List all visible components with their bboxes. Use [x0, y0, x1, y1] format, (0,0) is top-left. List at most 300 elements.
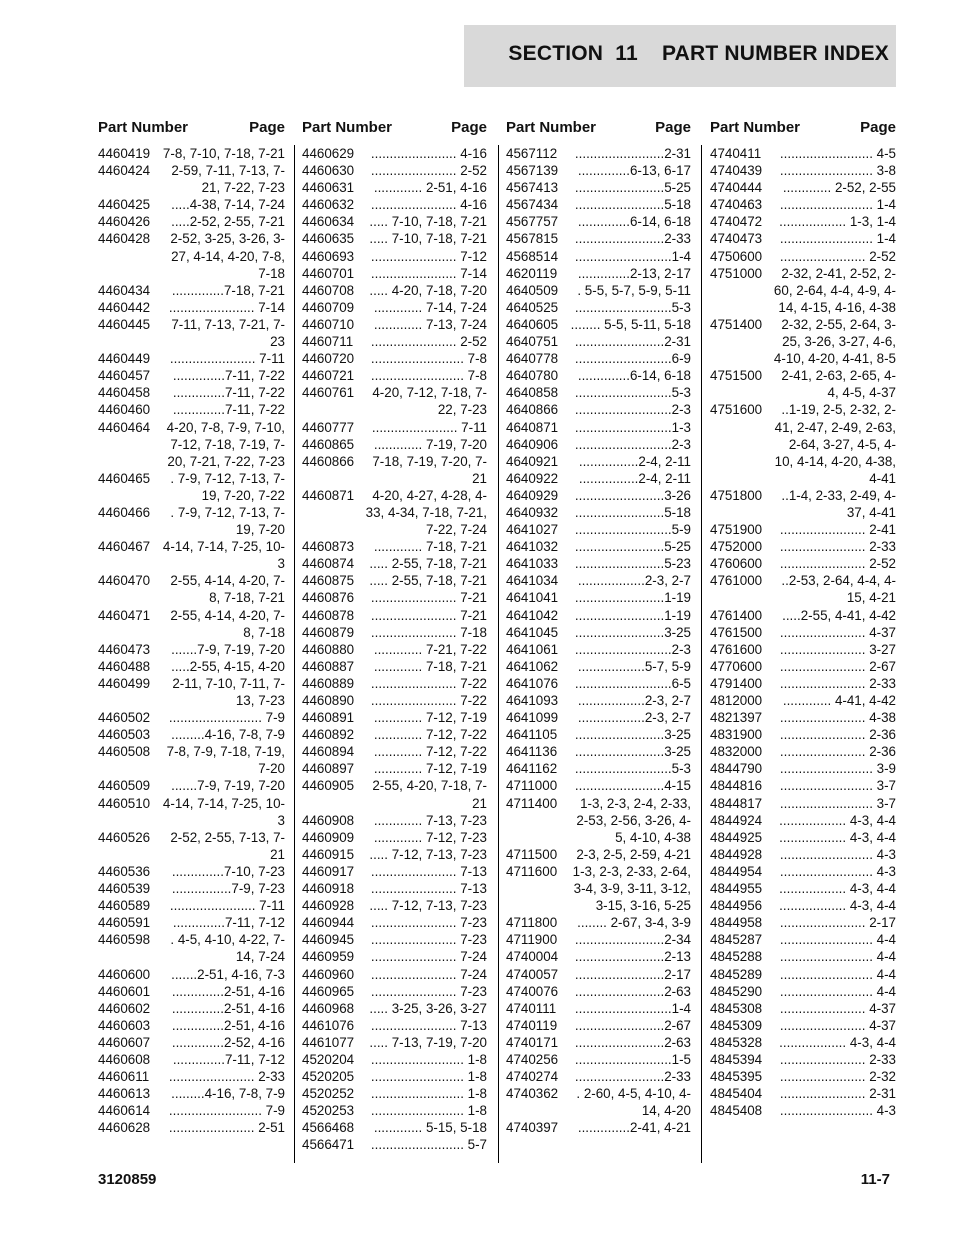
page-reference: ..................2-3, 2-7: [577, 573, 691, 589]
index-entry: [98, 316, 285, 350]
page-reference: ....................... 2-41: [779, 522, 896, 538]
page-heading: Page: [451, 119, 487, 136]
page-reference: ......................... 7-9: [168, 1103, 285, 1119]
index-entry: [302, 282, 487, 299]
part-number: 4460608: [98, 1051, 151, 1067]
index-entry: [98, 213, 285, 230]
page-reference: ........................2-34: [574, 932, 691, 948]
page-reference: ....................... 2-52: [779, 556, 896, 572]
part-number: 4751500: [710, 368, 763, 384]
index-entry: [506, 367, 691, 384]
index-entry: [98, 419, 285, 470]
page-reference: ........................5-18: [574, 504, 691, 520]
page-reference: ......................... 4-3: [779, 1103, 896, 1119]
page-reference: ............. 2-52, 2-55: [782, 180, 896, 196]
index-entry: [506, 436, 691, 453]
part-number: 4844817: [710, 795, 763, 811]
index-entry: [710, 624, 896, 641]
part-number: 4844928: [710, 846, 763, 862]
part-number: 4641034: [506, 573, 559, 589]
index-entry: [710, 213, 896, 230]
page-reference: ....................... 7-18: [370, 624, 487, 640]
page-reference: ..............7-11, 7-22: [172, 402, 285, 418]
page-reference: ....................... 4-37: [779, 1000, 896, 1016]
part-number: 4844958: [710, 915, 763, 931]
part-number: 4740274: [506, 1069, 559, 1085]
part-number: 4740111: [506, 1000, 557, 1016]
part-number: 4460876: [302, 590, 355, 606]
part-number: 4740472: [710, 214, 763, 230]
part-number: 4641041: [506, 590, 559, 606]
index-column-1: [98, 119, 285, 1136]
index-entry: [506, 333, 691, 350]
index-entry: [506, 709, 691, 726]
part-number: 4761400: [710, 607, 763, 623]
index-entry: [98, 384, 285, 401]
index-entry: [98, 863, 285, 880]
part-number: 4640906: [506, 436, 559, 452]
index-entry: [98, 726, 285, 743]
part-number: 4845309: [710, 1017, 763, 1033]
index-entry: [98, 931, 285, 965]
page-reference: ..... 2-55, 7-18, 7-21: [369, 556, 487, 572]
index-entry: [302, 333, 487, 350]
part-number: 4740171: [506, 1034, 559, 1050]
page-reference: ..............7-11, 7-22: [172, 385, 285, 401]
page-number: 11-7: [860, 1171, 890, 1188]
section-header-band: [464, 25, 896, 87]
part-number: 4460945: [302, 932, 355, 948]
part-number: 4460442: [98, 299, 151, 315]
part-number: 4844955: [710, 881, 763, 897]
page-reference: ......................... 7-8: [370, 368, 487, 384]
index-entry: [506, 1119, 691, 1136]
part-number: 4460887: [302, 658, 355, 674]
part-number: 4640932: [506, 504, 559, 520]
index-entry: [302, 350, 487, 367]
part-number: 4640858: [506, 385, 559, 401]
index-entry: [710, 863, 896, 880]
page-reference: ......................... 1-8: [370, 1086, 487, 1102]
page-reference: ..............6-14, 6-18: [577, 368, 691, 384]
column-header: [710, 119, 896, 145]
page-reference: ..............6-13, 6-17: [577, 163, 691, 179]
part-number: 4460428: [98, 231, 151, 247]
index-entry: [710, 914, 896, 931]
page-reference: ..... 7-10, 7-18, 7-21: [369, 214, 487, 230]
index-entry: [302, 589, 487, 606]
part-number: 4740473: [710, 231, 763, 247]
part-number: 4812000: [710, 693, 763, 708]
page-reference: ....................... 7-23: [370, 983, 487, 999]
part-number: 4567434: [506, 197, 559, 213]
part-number: 4845290: [710, 983, 763, 999]
index-entry: [710, 880, 896, 897]
part-number: 4740076: [506, 983, 559, 999]
page-reference: ....................... 7-24: [370, 949, 487, 965]
part-number: 4845289: [710, 966, 763, 982]
index-entry: [506, 863, 691, 914]
part-number: 4641045: [506, 624, 559, 640]
index-entry: [710, 897, 896, 914]
index-entry: [98, 914, 285, 931]
index-entry: [506, 624, 691, 641]
index-entry: [506, 401, 691, 418]
index-entry: [710, 162, 896, 179]
part-number: 4460591: [98, 915, 151, 931]
page-reference: ..... 7-12, 7-13, 7-23: [369, 846, 487, 862]
page-reference: 2-52, 3-25, 3-26, 3-27, 4-14, 4-20, 7-8, 7-18: [170, 231, 285, 281]
part-number: 4460600: [98, 966, 151, 982]
index-entry: [98, 401, 285, 418]
index-entry: [302, 880, 487, 897]
part-number: 4460909: [302, 829, 355, 845]
part-number: 4460470: [98, 573, 151, 589]
page-reference: ..........................5-3: [574, 299, 691, 315]
page-reference: 4-20, 7-12, 7-18, 7-22, 7-23: [372, 385, 487, 418]
index-entry: [506, 538, 691, 555]
page-reference: ....................... 4-37: [779, 1017, 896, 1033]
index-entry: [98, 607, 285, 641]
index-entry: [302, 948, 487, 965]
index-entry: [506, 675, 691, 692]
index-entry: [506, 1085, 691, 1119]
index-entry: [302, 248, 487, 265]
page-reference: ..............7-11, 7-22: [172, 368, 285, 384]
index-entry: [98, 162, 285, 196]
index-entry: [98, 1119, 285, 1136]
page-reference: ....................... 4-16: [370, 197, 487, 213]
index-entry: [710, 829, 896, 846]
part-number: 4460879: [302, 624, 355, 640]
index-column-4: [710, 119, 896, 1119]
page-reference: .........4-16, 7-8, 7-9: [171, 1086, 285, 1102]
index-entry: [710, 555, 896, 572]
part-number: 4460905: [302, 778, 355, 794]
part-number: 4460503: [98, 727, 151, 743]
part-number: 4641136: [506, 744, 558, 760]
index-entry: [302, 419, 487, 436]
index-entry: [302, 453, 487, 487]
part-number: 4640780: [506, 368, 559, 384]
part-number: 4460891: [302, 710, 355, 726]
index-entry: [98, 367, 285, 384]
part-number: 4641105: [506, 727, 558, 743]
page-reference: ......................... 5-7: [370, 1137, 487, 1153]
page-reference: ....................... 7-13: [370, 1017, 487, 1033]
part-number: 4641033: [506, 556, 559, 572]
part-number: 4460499: [98, 675, 151, 691]
index-entry: [506, 1017, 691, 1034]
index-entry: [506, 760, 691, 777]
index-entry: [506, 521, 691, 538]
column-divider: [701, 145, 702, 1163]
index-entry: [506, 983, 691, 1000]
part-number: 4460536: [98, 863, 151, 879]
part-number: 4845404: [710, 1086, 763, 1102]
index-entry: [302, 179, 487, 196]
index-entry: [98, 538, 285, 572]
page-reference: .................. 4-3, 4-4: [779, 898, 896, 914]
page-reference: ................2-4, 2-11: [578, 453, 691, 469]
index-entry: [506, 726, 691, 743]
part-number: 4750600: [710, 248, 763, 264]
index-entry: [98, 983, 285, 1000]
part-number-heading: Part Number: [710, 119, 801, 136]
page-reference: ................7-9, 7-23: [171, 881, 285, 897]
page-reference: ........................5-25: [574, 180, 691, 196]
page-reference: ......................... 1-4: [779, 231, 896, 247]
part-number: 4460425: [98, 197, 151, 213]
part-number: 4460777: [302, 419, 355, 435]
index-entry: [710, 401, 896, 486]
page-reference: ....................... 7-14: [168, 299, 285, 315]
page-reference: ....................... 7-13: [370, 863, 487, 879]
part-number: 4752000: [710, 539, 763, 555]
index-entry: [506, 248, 691, 265]
index-entry: [302, 1085, 487, 1102]
index-entry: [302, 436, 487, 453]
column-header: [98, 119, 285, 145]
index-entry: [98, 675, 285, 709]
index-entry: [710, 777, 896, 794]
page-reference: .........4-16, 7-8, 7-9: [171, 727, 285, 743]
index-entry: [98, 504, 285, 538]
part-number: 4460710: [302, 316, 355, 332]
page-reference: ..... 4-20, 7-18, 7-20: [369, 282, 487, 298]
page-reference: ........................2-17: [574, 966, 691, 982]
page-reference: ....................... 2-33: [779, 1051, 896, 1067]
index-entry: [710, 846, 896, 863]
index-entry: [710, 675, 896, 692]
part-number: 4460708: [302, 282, 355, 298]
page-reference: ........ 5-5, 5-11, 5-18: [570, 316, 691, 332]
index-entry: [98, 145, 285, 162]
page-reference: ..............2-51, 4-16: [171, 1017, 285, 1033]
page-reference: 7-11, 7-13, 7-21, 7-23: [171, 316, 285, 350]
index-entry: [98, 350, 285, 367]
part-number: 4740057: [506, 966, 559, 982]
page-reference: ......................... 7-8: [370, 351, 487, 367]
page-reference: ......................... 7-9: [168, 710, 285, 726]
part-number: 4460709: [302, 299, 355, 315]
index-entry: [98, 966, 285, 983]
part-number: 4844924: [710, 812, 763, 828]
part-number: 4711000: [506, 778, 558, 794]
part-number: 4460632: [302, 197, 355, 213]
part-number: 4460634: [302, 214, 355, 230]
index-entry: [302, 760, 487, 777]
index-entry: [710, 145, 896, 162]
index-entry: [506, 743, 691, 760]
index-entry: [506, 213, 691, 230]
index-entry: [302, 1051, 487, 1068]
part-number: 4460471: [98, 607, 151, 623]
part-number: 4844925: [710, 829, 763, 845]
index-entry: [506, 948, 691, 965]
part-number: 4460918: [302, 881, 355, 897]
page-reference: .......7-9, 7-19, 7-20: [171, 778, 285, 794]
page-reference: ......................... 4-4: [779, 983, 896, 999]
part-number: 4640921: [506, 453, 559, 469]
index-entry: [710, 196, 896, 213]
index-entry: [302, 692, 487, 709]
index-entry: [302, 230, 487, 247]
part-number: 4460445: [98, 316, 151, 332]
index-entry: [302, 572, 487, 589]
part-number: 4460693: [302, 248, 355, 264]
part-number: 4520253: [302, 1103, 355, 1119]
page-reference: ............. 2-51, 4-16: [373, 180, 487, 196]
index-entry: [302, 829, 487, 846]
index-entry: [98, 1102, 285, 1119]
page-reference: ....................... 7-23: [370, 932, 487, 948]
part-number: 4460488: [98, 658, 151, 674]
page-reference: ....................... 2-51: [168, 1120, 285, 1136]
part-number: 4845328: [710, 1034, 763, 1050]
index-entry: [98, 1085, 285, 1102]
page-reference: ............. 7-19, 7-20: [373, 436, 487, 452]
page-reference: ............. 7-13, 7-23: [373, 812, 487, 828]
index-entry: [710, 726, 896, 743]
index-entry: [506, 795, 691, 846]
part-number: 4460890: [302, 693, 355, 708]
index-entry: [302, 1034, 487, 1051]
page-reference: 7-8, 7-10, 7-18, 7-21: [162, 146, 285, 161]
page-reference: ..........................6-5: [574, 675, 691, 691]
index-entry: [710, 538, 896, 555]
page-reference: . 4-5, 4-10, 4-22, 7-14, 7-24: [170, 932, 285, 965]
part-number: 4751000: [710, 265, 763, 281]
page-reference: ........................3-25: [574, 727, 691, 743]
index-entry: [710, 983, 896, 1000]
index-entry: [710, 316, 896, 367]
page-reference: ......................... 3-7: [779, 795, 896, 811]
part-number: 4460457: [98, 368, 151, 384]
page-reference: .....2-52, 2-55, 7-21: [171, 214, 285, 230]
part-number: 4641061: [506, 641, 559, 657]
part-number: 4460871: [302, 487, 355, 503]
part-number: 4845308: [710, 1000, 763, 1016]
page-reference: ..............7-11, 7-12: [172, 915, 285, 931]
part-number: 4740119: [506, 1017, 558, 1033]
part-number: 4460502: [98, 710, 151, 726]
index-entry: [506, 1051, 691, 1068]
part-number: 4460419: [98, 146, 151, 161]
part-number: 4460434: [98, 282, 151, 298]
part-number: 4740444: [710, 180, 763, 196]
part-number: 4770600: [710, 658, 763, 674]
part-number: 4460866: [302, 453, 355, 469]
page-reference: ......................... 1-8: [370, 1051, 487, 1067]
part-number: 4641076: [506, 675, 559, 691]
page-reference: ........................5-25: [574, 539, 691, 555]
part-number: 4751900: [710, 522, 763, 538]
index-entry: [302, 1136, 487, 1153]
page-reference: ..1-19, 2-5, 2-32, 2-41, 2-47, 2-49, 2-63, 2-64, 3-27, 4-5, 4-10, 4-14, 4-20, 4-38, 4-41: [774, 402, 896, 486]
part-number: 4740004: [506, 949, 559, 965]
page-reference: ......................... 3-8: [779, 163, 896, 179]
part-number: 4845287: [710, 932, 763, 948]
index-entry: [710, 1068, 896, 1085]
index-entry: [98, 709, 285, 726]
part-number: 4460603: [98, 1017, 151, 1033]
part-number: 4460875: [302, 573, 355, 589]
part-number: 4460460: [98, 402, 151, 418]
page-reference: ............. 7-18, 7-21: [373, 539, 487, 555]
part-number: 4566468: [302, 1120, 355, 1136]
index-entry: [302, 555, 487, 572]
index-entry: [98, 641, 285, 658]
page-reference: ..........................5-3: [574, 761, 691, 777]
index-entry: [506, 145, 691, 162]
part-number: 4844956: [710, 898, 763, 914]
page-reference: ....................... 7-11: [169, 351, 285, 367]
index-entry: [302, 1017, 487, 1034]
index-entry: [98, 795, 285, 829]
part-number: 4461076: [302, 1017, 355, 1033]
index-entry: [98, 299, 285, 316]
page-reference: ..........................2-3: [574, 641, 691, 657]
page-reference: ....................... 2-52: [370, 163, 487, 179]
page-reference: ........................1-19: [574, 607, 691, 623]
index-entry: [506, 265, 691, 282]
index-entry: [302, 966, 487, 983]
page-reference: ....................... 2-33: [779, 539, 896, 555]
part-number: 4640525: [506, 299, 559, 315]
index-entry: [710, 1085, 896, 1102]
index-entry: [302, 607, 487, 624]
page-reference: ..................5-7, 5-9: [577, 658, 691, 674]
page-reference: ..... 7-13, 7-19, 7-20: [369, 1034, 487, 1050]
index-entry: [302, 675, 487, 692]
part-number-heading: Part Number: [506, 119, 597, 136]
page-reference: .....4-38, 7-14, 7-24: [171, 197, 285, 213]
index-entry: [710, 367, 896, 401]
page-reference: ........................2-31: [574, 146, 691, 161]
page-reference: ..............2-13, 2-17: [577, 265, 691, 281]
part-number: 4761500: [710, 624, 763, 640]
part-number: 4640751: [506, 334, 559, 350]
page-reference: ........................2-13: [574, 949, 691, 965]
part-number: 4460458: [98, 385, 151, 401]
part-number: 4640929: [506, 487, 559, 503]
page-reference: ..... 3-25, 3-26, 3-27: [369, 1000, 487, 1016]
index-entry: [710, 1102, 896, 1119]
page-reference: ....................... 7-22: [370, 675, 487, 691]
page-reference: 2-55, 4-14, 4-20, 7-8, 7-18, 7-21: [170, 573, 285, 606]
page-reference: ....................... 7-11: [371, 419, 487, 435]
page-reference: ....................... 7-21: [370, 590, 487, 606]
page-reference: ..............2-41, 4-21: [577, 1120, 691, 1136]
page-reference: ........................2-33: [574, 231, 691, 247]
part-number: 4460467: [98, 539, 151, 555]
part-number: 4640509: [506, 282, 559, 298]
page-reference: ....................... 2-52: [779, 248, 896, 264]
index-entry: [302, 983, 487, 1000]
index-entry: [302, 641, 487, 658]
index-entry: [506, 470, 691, 487]
page-reference: .......7-9, 7-19, 7-20: [171, 641, 285, 657]
index-entry: [302, 367, 487, 384]
page-reference: . 2-60, 4-5, 4-10, 4-14, 4-20: [576, 1086, 691, 1119]
part-number: 4460539: [98, 881, 151, 897]
part-number: 4711800: [506, 915, 558, 931]
column-divider: [498, 145, 499, 1163]
index-entry: [302, 709, 487, 726]
page-reference: . 5-5, 5-7, 5-9, 5-11: [577, 282, 691, 298]
page-reference: ....................... 2-17: [779, 915, 896, 931]
